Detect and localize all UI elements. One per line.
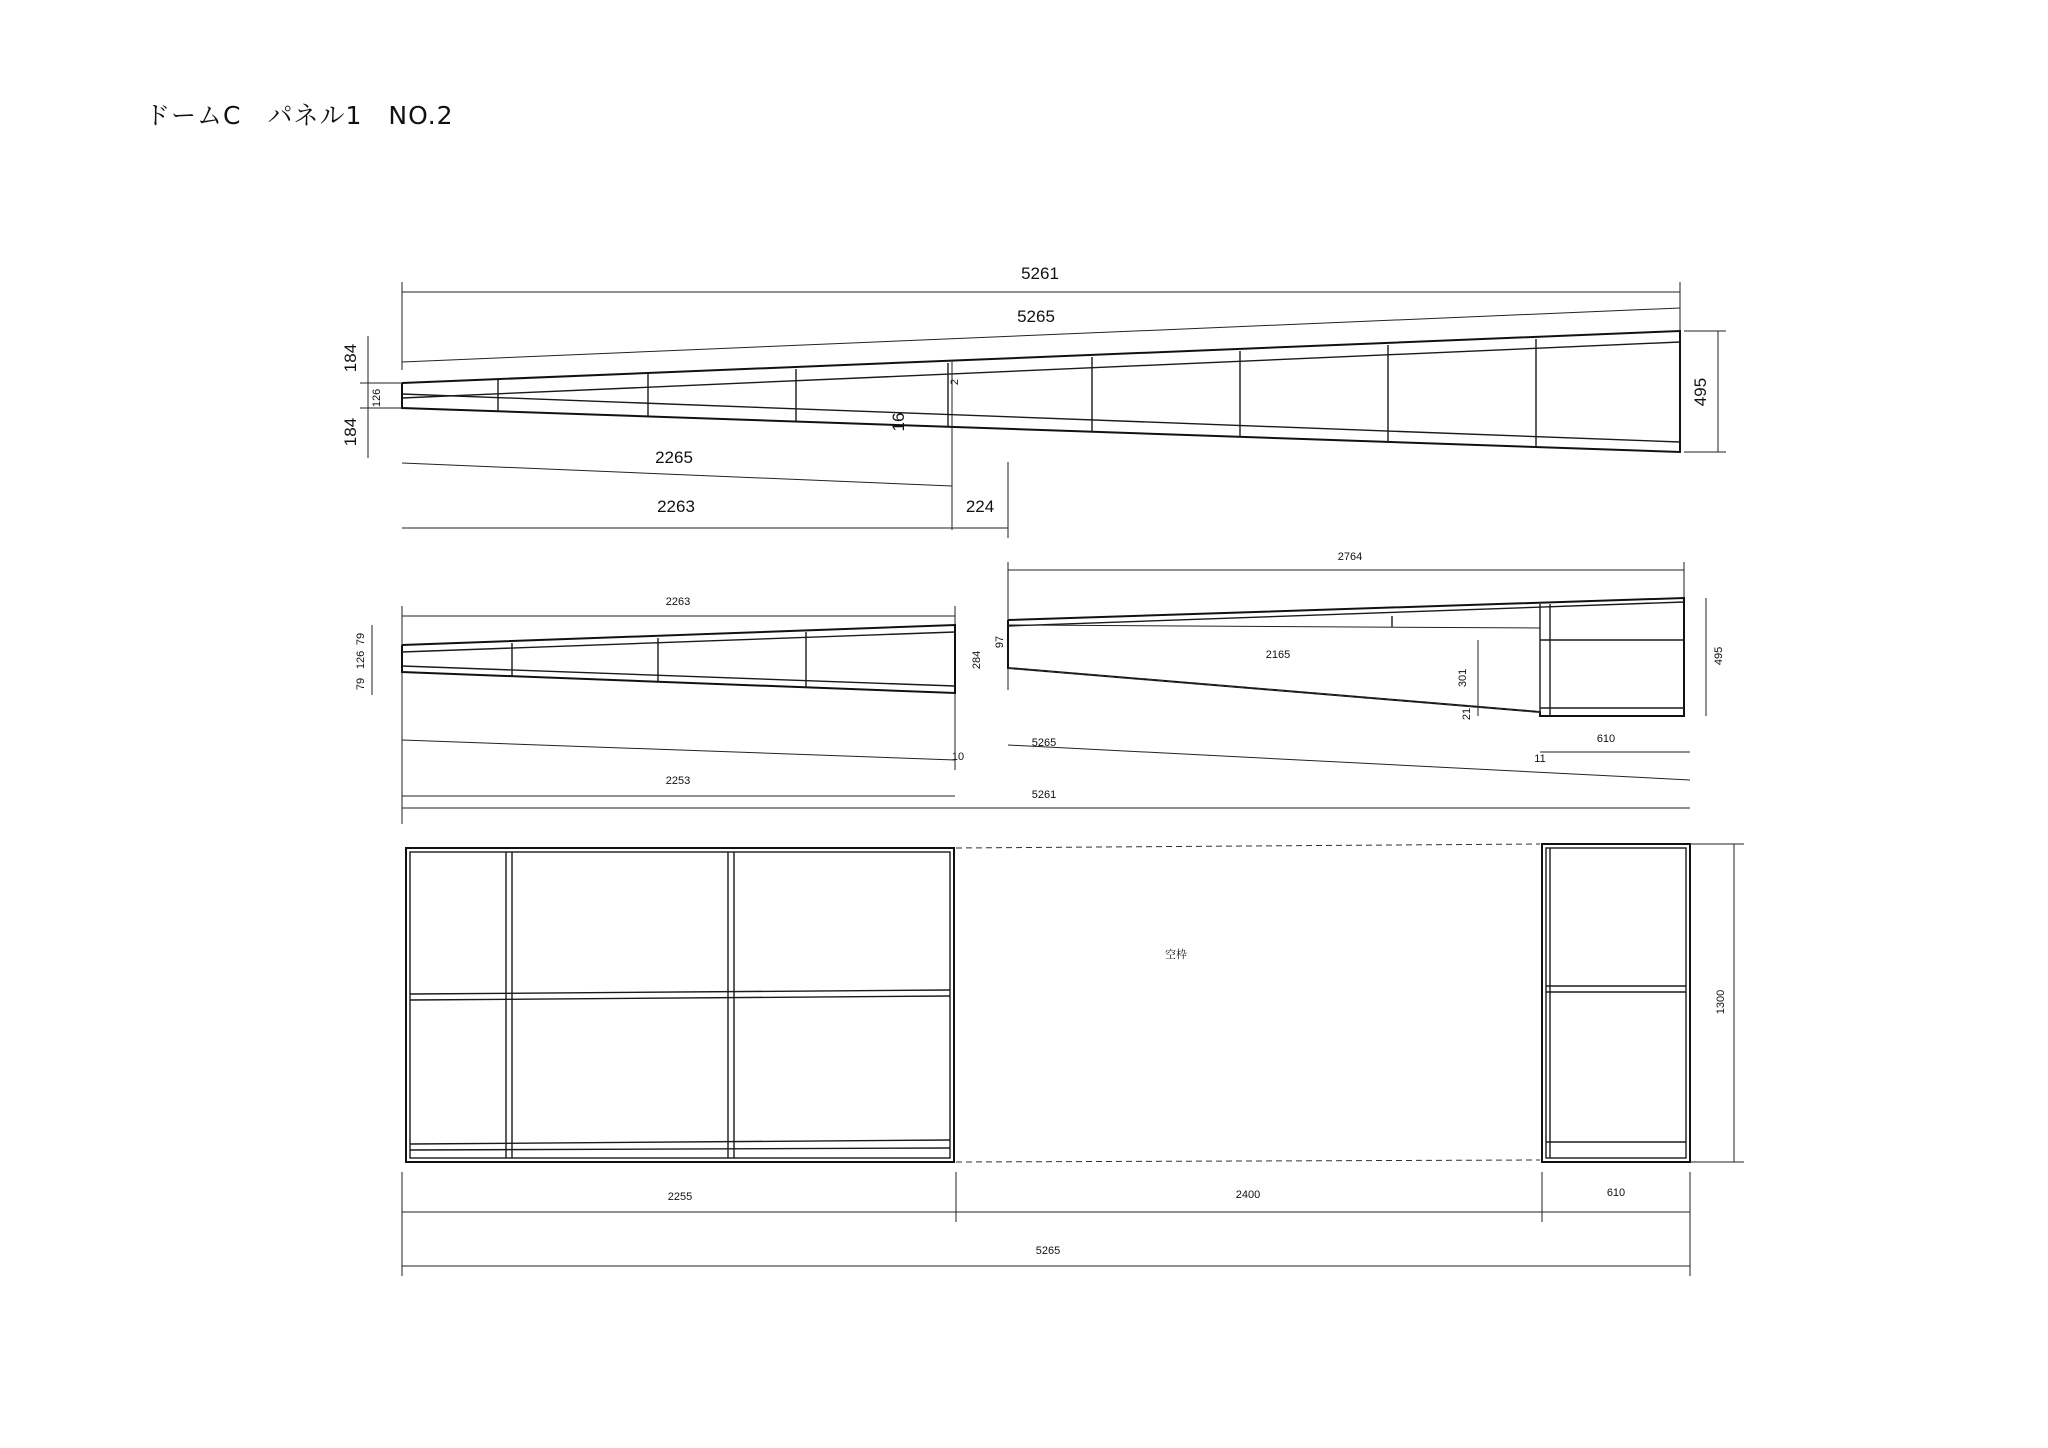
dim-left-3: 79 <box>355 677 367 691</box>
dim-slope-total: 5265 <box>1031 737 1057 749</box>
dim-left-width: 2255 <box>667 1191 693 1203</box>
rail <box>410 1140 950 1144</box>
dim-right-width: 610 <box>1606 1187 1626 1199</box>
dim-right-small: 21 <box>1461 707 1473 721</box>
dim-left-upper: 184 <box>341 343 360 373</box>
dim-right-top: 2764 <box>1337 551 1363 563</box>
dim-right-left: 97 <box>994 635 1006 649</box>
opening-bottom <box>956 1160 1540 1162</box>
dim-left-height: 284 <box>971 650 983 670</box>
top-elevation <box>341 264 1726 538</box>
opening-label: 空枠 <box>1165 949 1187 961</box>
dim-right-mid: 2165 <box>1265 649 1291 661</box>
dim-left-lower: 184 <box>341 417 360 447</box>
split-elevation <box>355 551 1725 824</box>
dim-mid-offset: 16 <box>889 412 908 432</box>
dim-left-top: 2263 <box>665 596 691 608</box>
left-frame <box>406 848 954 1162</box>
dim-left-gap: 126 <box>371 388 383 408</box>
panel-inner-top <box>1008 602 1684 626</box>
right-panel-outline <box>1008 598 1684 716</box>
dim-lower-left: 2263 <box>657 497 695 516</box>
rail <box>410 1148 950 1150</box>
rail <box>410 990 950 994</box>
dim-left-1: 79 <box>355 632 367 646</box>
plan-view <box>402 844 1744 1276</box>
dim-lower-right: 224 <box>965 497 995 516</box>
dim-right-offset: 11 <box>1534 753 1546 765</box>
panel-inner-bottom <box>402 394 1680 442</box>
left-frame-inner <box>410 852 950 1158</box>
dim-lower-slope: 2265 <box>655 448 693 467</box>
right-frame <box>1542 844 1690 1162</box>
dim-right-bottom: 610 <box>1596 733 1616 745</box>
drawing-title: ドームC パネル1 NO.2 <box>145 101 454 130</box>
dim-right-vertical: 301 <box>1457 668 1469 688</box>
dim-middle-width: 2400 <box>1235 1189 1261 1201</box>
dim-right-height: 495 <box>1713 646 1725 666</box>
panel-inner-top <box>402 342 1680 398</box>
panel-outline <box>402 331 1680 452</box>
dim-line-slope <box>402 740 955 760</box>
dim-overall-top: 5261 <box>1021 264 1059 283</box>
dim-left-bottom: 2253 <box>665 775 691 787</box>
dim-height: 1300 <box>1715 989 1727 1015</box>
rail <box>410 996 950 1000</box>
dim-total: 5261 <box>1031 789 1057 801</box>
opening-top <box>956 844 1540 848</box>
dim-plan-total: 5265 <box>1035 1245 1061 1257</box>
dim-overall-slope: 5265 <box>1017 307 1055 326</box>
dim-right-height: 495 <box>1691 377 1710 407</box>
dim-gap-small: 10 <box>951 751 965 763</box>
right-frame-inner <box>1546 848 1686 1158</box>
dim-line-right-mid <box>1008 625 1540 628</box>
dim-left-2: 126 <box>355 650 367 670</box>
dim-line-slope-total <box>1008 745 1690 780</box>
dim-mid-small: 2 <box>949 378 961 386</box>
